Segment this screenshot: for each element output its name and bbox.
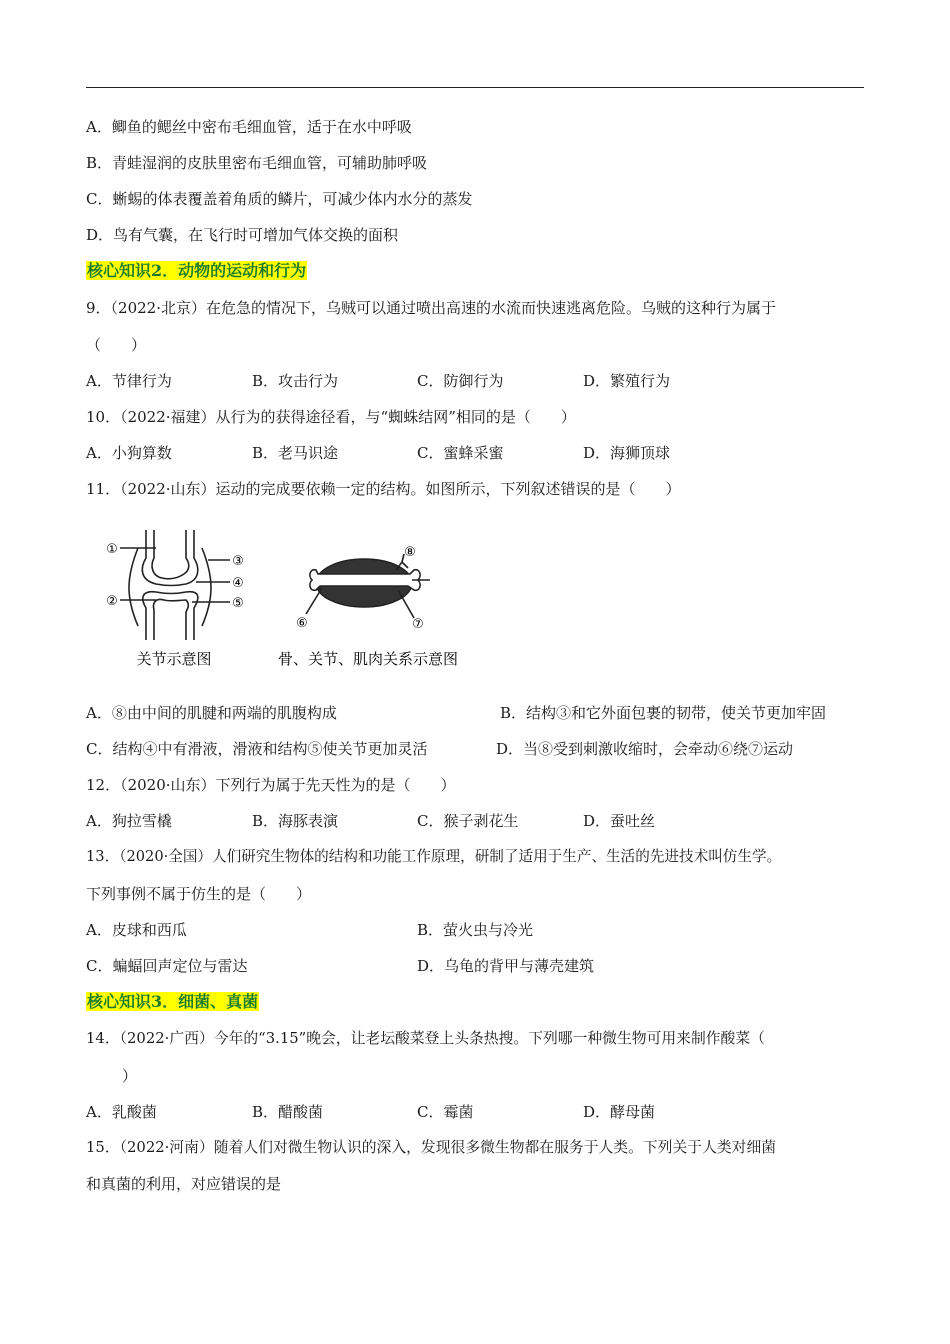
q9-stem: 9．（2022·北京）在危急的情况下，乌贼可以通过喷出高速的水流而快速逃离危险。乌贼的这种行为属于 (86, 299, 776, 317)
q8-option-b: B．青蛙湿润的皮肤里密布毛细血管，可辅助肺呼吸 (86, 154, 428, 172)
leader-6 (306, 588, 322, 614)
q13-stem: 13．（2020·全国）人们研究生物体的结构和功能工作原理，研制了适用于生产、生活的先进技术叫仿生学。 (86, 848, 782, 865)
q11-option-a: A．⑧由中间的肌腱和两端的肌腹构成 (86, 704, 337, 722)
q10-option-a: A．小狗算数 (86, 444, 172, 462)
q14-option-c: C．霉菌 (417, 1103, 474, 1121)
q8-option-d: D．鸟有气囊，在飞行时可增加气体交换的面积 (86, 226, 399, 244)
q13-stem-cont: 下列事例不属于仿生的是（ ） (86, 885, 312, 903)
q12-option-c: C．猴子剥花生 (417, 812, 519, 830)
joint-lower-bone-inner (153, 599, 188, 640)
q14-option-d: D．酵母菌 (583, 1103, 656, 1121)
q13-option-a: A．皮球和西瓜 (86, 921, 187, 939)
joint-caption: 关节示意图 (136, 650, 212, 668)
q12-stem: 12．（2020·山东）下列行为属于先天性为的是（ ） (86, 776, 456, 794)
label-7: ⑦ (412, 617, 424, 632)
section-heading-3-text: 核心知识3．细菌、真菌 (87, 992, 259, 1011)
label-6: ⑥ (296, 616, 308, 631)
q14-option-a: A．乳酸菌 (86, 1103, 157, 1121)
label-1: ① (106, 542, 118, 557)
q11-option-c: C．结构④中有滑液，滑液和结构⑤使关节更加灵活 (86, 740, 428, 758)
q8-option-a: A．鲫鱼的鳃丝中密布毛细血管，适于在水中呼吸 (86, 118, 412, 136)
q10-stem: 10．（2022·福建）从行为的获得途径看，与“蜘蛛结网”相同的是（ ） (86, 408, 576, 426)
label-3: ③ (232, 554, 244, 569)
label-5: ⑤ (232, 596, 244, 611)
label-4: ④ (232, 576, 244, 591)
header-rule (86, 87, 864, 88)
q12-option-d: D．蚕吐丝 (583, 812, 656, 830)
q13-option-d: D．乌龟的背甲与薄壳建筑 (417, 957, 595, 975)
section-heading-3 (86, 991, 259, 1013)
q10-option-b: B．老马识途 (252, 444, 339, 462)
bone-muscle-diagram (306, 554, 430, 618)
q10-option-d: D．海狮顶球 (583, 444, 671, 462)
q15-stem: 15．（2022·河南）随着人们对微生物认识的深入，发现很多微生物都在服务于人类。下列关于人类对细菌 (86, 1139, 777, 1156)
q9-stem-cont: （ ） (86, 336, 147, 354)
q9-option-d: D．繁殖行为 (583, 372, 671, 390)
q13-option-c: C．蝙蝠回声定位与雷达 (86, 957, 248, 975)
q14-stem-cont: ） (122, 1067, 138, 1085)
leader-8b (402, 562, 408, 568)
joint-diagram (120, 530, 230, 640)
label-8: ⑧ (404, 545, 416, 560)
section-heading-2-text: 核心知识2．动物的运动和行为 (87, 261, 307, 280)
q10-option-c: C．蜜蜂采蜜 (417, 444, 504, 462)
q12-option-a: A．狗拉雪橇 (86, 812, 172, 830)
bone-caption: 骨、关节、肌肉关系示意图 (277, 650, 459, 668)
joint-capsule-left (129, 548, 138, 626)
q11-figure (96, 528, 496, 678)
section-heading-2 (86, 260, 307, 282)
q13-option-b: B．萤火虫与冷光 (417, 921, 534, 939)
q11-stem: 11．（2022·山东）运动的完成要依赖一定的结构。如图所示，下列叙述错误的是（ ） (86, 480, 681, 498)
q9-option-c: C．防御行为 (417, 372, 504, 390)
q14-option-b: B．醋酸菌 (252, 1103, 324, 1121)
q8-option-c: C．蜥蜴的体表覆盖着角质的鳞片，可减少体内水分的蒸发 (86, 190, 473, 208)
q9-option-b: B．攻击行为 (252, 372, 339, 390)
q14-stem: 14．（2022·广西）今年的“3.15”晚会，让老坛酸菜登上头条热搜。下列哪一种微生物可用来制作酸菜（ (86, 1030, 765, 1047)
joint-upper-bone (142, 530, 198, 586)
q9-option-a: A．节律行为 (86, 372, 172, 390)
q11-option-b: B．结构③和它外面包裹的韧带，使关节更加牢固 (500, 704, 827, 722)
q11-option-d: D．当⑧受到刺激收缩时，会牵动⑥绕⑦运动 (496, 740, 794, 758)
label-2: ② (106, 594, 118, 609)
q15-stem-cont: 和真菌的利用，对应错误的是 (86, 1175, 282, 1193)
joint-lower-bone (143, 592, 198, 640)
q12-option-b: B．海豚表演 (252, 812, 339, 830)
joint-upper-bone-inner (152, 530, 189, 579)
